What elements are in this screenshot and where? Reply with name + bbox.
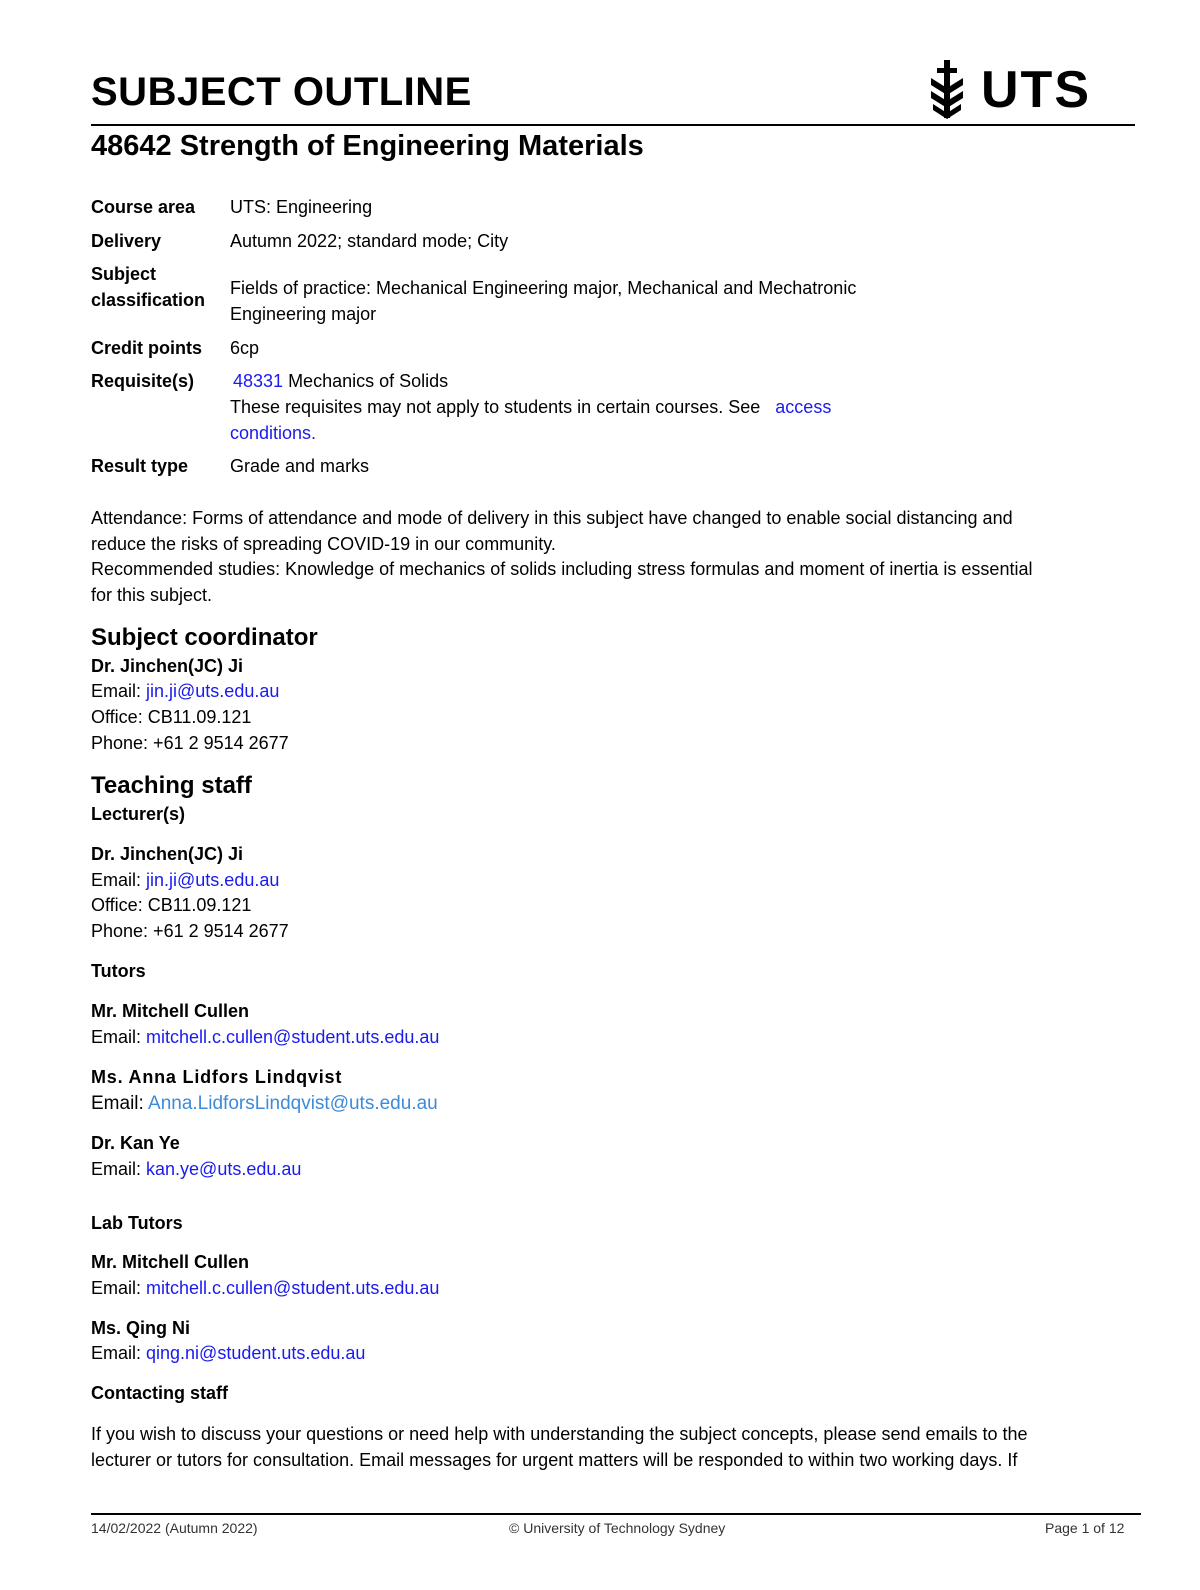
lecturer-email-row	[91, 870, 279, 891]
footer-page-number: Page 1 of 12	[1045, 1520, 1125, 1536]
delivery-label: Delivery	[91, 231, 162, 251]
tutor3-email-row	[91, 1159, 301, 1180]
tutor3-email-link[interactable]: kan.ye@uts.edu.au	[146, 1159, 302, 1179]
lecturers-label: Lecturer(s)	[91, 804, 186, 824]
coordinator-email-link[interactable]: jin.ji@uts.edu.au	[146, 681, 280, 701]
lecturer-name: Dr. Jinchen(JC) Ji	[91, 844, 244, 864]
email-label: Email:	[91, 1278, 147, 1298]
footer-copyright: © University of Technology Sydney	[509, 1520, 726, 1536]
requisite-note: These requisites may not apply to students in certain courses. See	[230, 397, 761, 417]
header-rule	[91, 124, 1135, 126]
course-area-label: Course area	[91, 197, 196, 217]
lecturer-email-link[interactable]: jin.ji@uts.edu.au	[146, 870, 280, 890]
access-conditions-link-cont[interactable]: conditions.	[230, 423, 317, 443]
lab-tutors-label: Lab Tutors	[91, 1213, 183, 1233]
email-label: Email:	[91, 1093, 149, 1114]
email-label: Email:	[91, 870, 147, 890]
page-title: SUBJECT OUTLINE	[91, 70, 472, 114]
contact-line1: If you wish to discuss your questions or need help with understanding the subject concepts, please send emails to the	[91, 1424, 1028, 1444]
email-label: Email:	[91, 1159, 147, 1179]
requisite-value	[230, 368, 950, 446]
requisite-name: Mechanics of Solids	[283, 371, 449, 391]
classification-label	[91, 261, 205, 313]
lab-tutor1-email-row	[91, 1278, 439, 1299]
course-area-value: UTS: Engineering	[230, 197, 373, 217]
contacting-staff-heading: Contacting staff	[91, 1383, 228, 1403]
coordinator-email-row	[91, 681, 279, 702]
lecturer-office: Office: CB11.09.121	[91, 895, 252, 915]
subject-heading: 48642 Strength of Engineering Materials	[91, 130, 644, 162]
recommended-line1: Recommended studies: Knowledge of mechanics of solids including stress formulas and moment of inertia is essential	[91, 559, 1033, 579]
attendance-paragraph	[91, 506, 1136, 608]
uts-logo	[925, 58, 1095, 124]
tutor1-email-row	[91, 1027, 439, 1048]
uts-wordmark: UTS	[981, 61, 1091, 119]
coordinator-office: Office: CB11.09.121	[91, 707, 252, 727]
recommended-line2: for this subject.	[91, 584, 213, 605]
coordinator-phone: Phone: +61 2 9514 2677	[91, 733, 289, 753]
access-conditions-link[interactable]: access	[775, 397, 832, 417]
coordinator-name: Dr. Jinchen(JC) Ji	[91, 656, 244, 676]
lab-tutor2-email-link[interactable]: qing.ni@student.uts.edu.au	[146, 1343, 366, 1363]
classification-value	[230, 275, 950, 327]
classification-line2: Engineering major	[230, 304, 377, 324]
credit-label: Credit points	[91, 338, 202, 358]
delivery-value: Autumn 2022; standard mode; City	[230, 231, 509, 251]
contact-line2: lecturer or tutors for consultation. Email messages for urgent matters will be responded to within two working days. If	[91, 1449, 1018, 1470]
lab-tutor1-name: Mr. Mitchell Cullen	[91, 1252, 250, 1272]
email-label: Email:	[91, 681, 147, 701]
tutor2-email-row	[91, 1093, 438, 1115]
footer-date: 14/02/2022 (Autumn 2022)	[91, 1520, 258, 1536]
contacting-staff-paragraph	[91, 1422, 1136, 1473]
teaching-staff-heading: Teaching staff	[91, 772, 252, 799]
email-label: Email:	[91, 1027, 147, 1047]
footer-rule	[91, 1513, 1141, 1515]
classification-label-line1: Subject	[91, 264, 157, 284]
lecturer-phone: Phone: +61 2 9514 2677	[91, 921, 289, 941]
classification-label-line2: classification	[91, 290, 206, 310]
tutor1-email-link[interactable]: mitchell.c.cullen@student.uts.edu.au	[146, 1027, 440, 1047]
requisite-label: Requisite(s)	[91, 371, 195, 391]
tutor3-name: Dr. Kan Ye	[91, 1133, 180, 1153]
email-label: Email:	[91, 1343, 147, 1363]
result-type-value: Grade and marks	[230, 456, 370, 476]
lab-tutor1-email-link[interactable]: mitchell.c.cullen@student.uts.edu.au	[146, 1278, 440, 1298]
tutors-label: Tutors	[91, 961, 146, 981]
requisite-code-link[interactable]: 48331	[233, 371, 284, 391]
coordinator-heading: Subject coordinator	[91, 624, 318, 651]
tutor2-name: Ms. Anna Lidfors Lindqvist	[91, 1067, 343, 1087]
lab-tutor2-name: Ms. Qing Ni	[91, 1318, 190, 1338]
tutor1-name: Mr. Mitchell Cullen	[91, 1001, 250, 1021]
attendance-line2: reduce the risks of spreading COVID-19 in our community.	[91, 533, 556, 554]
lab-tutor2-email-row	[91, 1343, 365, 1364]
tutor2-email-link[interactable]: Anna.LidforsLindqvist@uts.edu.au	[148, 1093, 438, 1114]
classification-line1: Fields of practice: Mechanical Engineering major, Mechanical and Mechatronic	[230, 278, 857, 298]
attendance-line1: Attendance: Forms of attendance and mode of delivery in this subject have changed to enable social distancing and	[91, 508, 1013, 528]
credit-value: 6cp	[230, 338, 260, 358]
result-type-label: Result type	[91, 456, 189, 476]
